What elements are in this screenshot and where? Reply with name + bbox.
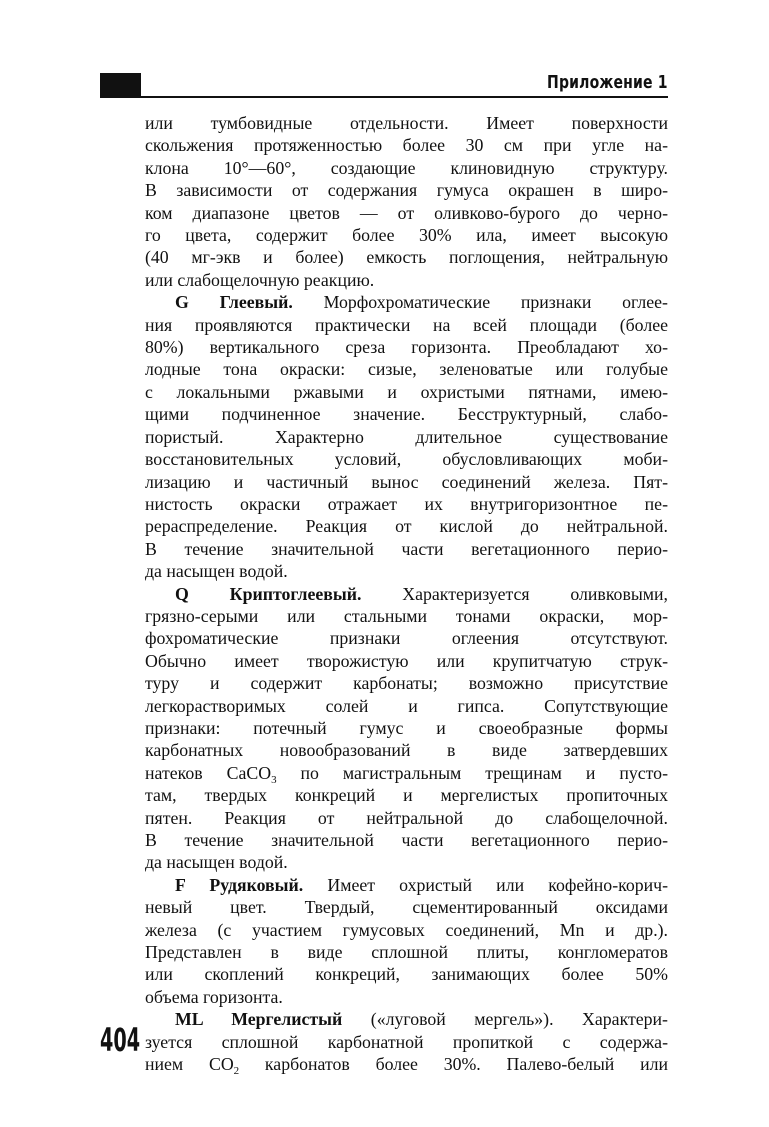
text-line: ком диапазоне цветов — от оливково-бурого до черно- bbox=[145, 202, 668, 223]
text-line: признаки: потечный гумус и своеобразные формы bbox=[145, 717, 668, 738]
text-line: (40 мг-экв и более) емкость поглощения, нейтральную bbox=[145, 247, 668, 268]
paragraph-q-horizon bbox=[145, 583, 668, 874]
text-line: невый цвет. Твердый, сцементированный оксидами bbox=[145, 897, 668, 918]
text-line: го цвета, содержит более 30% ила, имеет высокую bbox=[145, 225, 668, 246]
text-line-co2: нием $CO_2$ карбонатов более 30%. Палево-белый или bbox=[145, 1054, 668, 1078]
term-heading: Q Криптоглеевый. bbox=[175, 583, 362, 604]
paragraph-g-horizon bbox=[145, 291, 668, 582]
term-heading: G Глеевый. bbox=[175, 292, 293, 313]
text-line: Q Криптоглеевый. Характеризуется оливковыми, bbox=[175, 583, 669, 604]
header-black-block bbox=[100, 73, 141, 98]
subscript: 3 bbox=[271, 773, 277, 786]
text-line: нистость окраски отражает их внутригоризонтное пе- bbox=[145, 493, 668, 514]
text-line: 80%) вертикального среза горизонта. Преобладают хо- bbox=[145, 337, 668, 358]
text-line: щими подчиненное значение. Бесструктурный, слабо- bbox=[145, 404, 668, 425]
text-line: В течение значительной части вегетационного перио- bbox=[145, 830, 668, 850]
running-header-title: Приложение 1 bbox=[547, 72, 668, 93]
text-line: Обычно имеет творожистую или крупитчатую струк- bbox=[145, 650, 668, 671]
text-line: восстановительных условий, обусловливающих моби- bbox=[145, 449, 668, 470]
text-line: или слабощелочную реакцию. bbox=[145, 269, 375, 290]
paragraph-f-horizon bbox=[145, 874, 668, 1008]
text-line: или тумбовидные отдельности. Имеет поверхности bbox=[145, 113, 668, 133]
text-line: рераспределение. Реакция от кислой до нейтральной. bbox=[145, 516, 668, 537]
subscript: 2 bbox=[233, 1065, 240, 1078]
text-line: легкорастворимых солей и гипса. Сопутствующие bbox=[145, 695, 668, 716]
text-line: железа (с участием гумусовых соединений, Mn и др.). bbox=[145, 919, 668, 940]
text-line: объема горизонта. bbox=[145, 986, 283, 1007]
text-line: В зависимости от содержания гумуса окрашен в широ- bbox=[145, 180, 668, 201]
text-line: клона 10°—60°, создающие клиновидную структуру. bbox=[145, 157, 668, 178]
page-body bbox=[145, 112, 669, 1078]
text-line: лодные тона окраски: сизые, зеленоватые или голубые bbox=[145, 359, 668, 380]
text-line: пористый. Характерно длительное существование bbox=[145, 426, 668, 447]
text-line: В течение значительной части вегетационного перио- bbox=[145, 538, 668, 559]
text-line-caco3: натеков CaCO$_3$ по магистральным трещинам и пусто- bbox=[145, 762, 668, 786]
text-line: там, твердых конкреций и мергелистых пропиточных bbox=[145, 785, 668, 806]
header-rule bbox=[100, 96, 668, 98]
paragraph-continuation bbox=[145, 112, 668, 291]
paragraph-ml-horizon bbox=[145, 1008, 668, 1078]
term-heading: ML Мергелистый bbox=[175, 1009, 343, 1030]
text-line: F Рудяковый. Имеет охристый или кофейно-корич- bbox=[175, 874, 669, 895]
text-line: туру и содержит карбонаты; возможно присутствие bbox=[145, 673, 668, 694]
text-line: G Глеевый. Морфохроматические признаки оглее- bbox=[175, 292, 668, 313]
text-line: пятен. Реакция от нейтральной до слабощелочной. bbox=[145, 807, 668, 828]
text-line: да насыщен водой. bbox=[145, 561, 288, 582]
text-line: лизацию и частичный вынос соединений железа. Пят- bbox=[145, 471, 668, 492]
term-heading: F Рудяковый. bbox=[175, 874, 304, 895]
text-line: скольжения протяженностью более 30 см при угле на- bbox=[145, 135, 668, 156]
page-number: 404 bbox=[100, 1021, 141, 1059]
text-line: зуется сплошной карбонатной пропиткой с содержа- bbox=[145, 1031, 668, 1052]
text-line: Представлен в виде сплошной плиты, конгломератов bbox=[145, 942, 668, 963]
text-line: ML Мергелистый («луговой мергель»). Характери- bbox=[175, 1009, 668, 1030]
text-line: фохроматические признаки оглеения отсутствуют. bbox=[145, 628, 668, 649]
text-line: да насыщен водой. bbox=[145, 852, 288, 873]
text-line: грязно-серыми или стальными тонами окраски, мор- bbox=[145, 605, 668, 626]
text-line: с локальными ржавыми и охристыми пятнами, имею- bbox=[145, 381, 668, 402]
text-line: карбонатных новообразований в виде затвердевших bbox=[145, 740, 668, 761]
text-line: или скоплений конкреций, занимающих более 50% bbox=[145, 964, 668, 985]
text-line: ния проявляются практически на всей площади (более bbox=[145, 314, 668, 335]
